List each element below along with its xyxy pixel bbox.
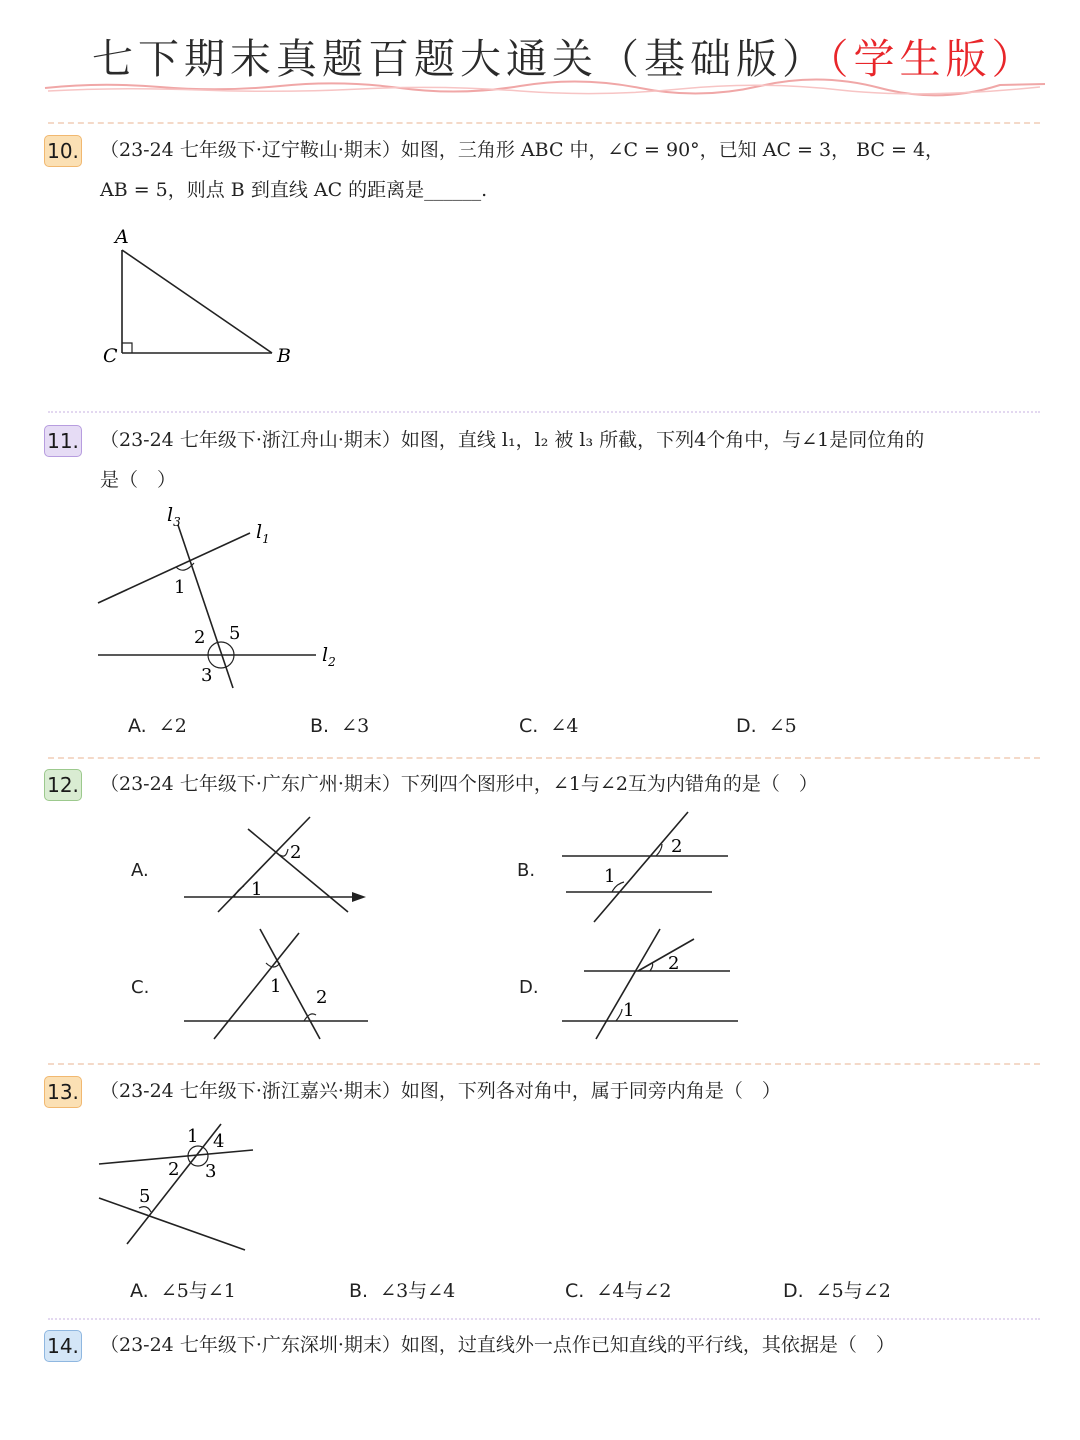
question-text-line2: 是（ ） bbox=[100, 469, 177, 491]
label-angle-2: 2 bbox=[194, 627, 206, 648]
separator bbox=[48, 757, 1040, 759]
separator bbox=[48, 1063, 1040, 1065]
label-l1: $l_1$ bbox=[256, 521, 270, 546]
option-c[interactable]: C. ∠4 bbox=[519, 715, 579, 737]
title-underline-decoration bbox=[40, 78, 1050, 98]
figure-three-lines bbox=[90, 495, 360, 695]
svg-text:1: 1 bbox=[604, 866, 616, 887]
figure-option-c bbox=[180, 925, 380, 1045]
label-b: B bbox=[277, 345, 291, 367]
label-angle-1: 1 bbox=[174, 577, 186, 598]
svg-text:2: 2 bbox=[668, 953, 680, 974]
option-a[interactable]: A. ∠2 bbox=[128, 715, 187, 737]
svg-text:2: 2 bbox=[290, 842, 302, 863]
line-l3 bbox=[178, 525, 233, 688]
label-angle-5: 5 bbox=[229, 623, 241, 644]
svg-text:1: 1 bbox=[623, 1000, 635, 1021]
option-c[interactable]: C. ∠4与∠2 bbox=[565, 1280, 672, 1302]
label-angle-3: 3 bbox=[201, 665, 213, 686]
title-main: 七下期末真题百题大通关（基础版） bbox=[92, 35, 828, 83]
question-text-line1: （23-24 七年级下·辽宁鞍山·期末）如图，三角形 ABC 中，∠C = 90°，已知 AC = 3， BC = 4， bbox=[100, 139, 945, 161]
figure-triangle-abc bbox=[90, 220, 320, 380]
svg-text:5: 5 bbox=[139, 1186, 151, 1207]
question-text-line1: （23-24 七年级下·广东深圳·期末）如图，过直线外一点作已知直线的平行线，其依据是（ ） bbox=[100, 1334, 895, 1356]
question-number-badge: 10. bbox=[44, 135, 82, 167]
label-a: A bbox=[115, 226, 129, 248]
option-b[interactable]: B. ∠3与∠4 bbox=[349, 1280, 456, 1302]
question-text-line1: （23-24 七年级下·浙江舟山·期末）如图，直线 l₁，l₂ 被 l₃ 所截，下列4个角中，与∠1是同位角的 bbox=[100, 429, 925, 451]
separator bbox=[48, 122, 1040, 124]
figure-angle-pairs bbox=[95, 1120, 265, 1260]
option-d-label[interactable]: D. bbox=[519, 977, 539, 998]
svg-text:2: 2 bbox=[671, 836, 683, 857]
figure-option-a bbox=[180, 815, 380, 925]
question-text-line2: AB = 5，则点 B 到直线 AC 的距离是______. bbox=[100, 179, 488, 201]
svg-text:1: 1 bbox=[187, 1126, 199, 1147]
title-version-badge: （学生版） bbox=[828, 35, 1038, 83]
option-d[interactable]: D. ∠5 bbox=[736, 715, 797, 737]
svg-text:1: 1 bbox=[270, 976, 282, 997]
page-title bbox=[92, 26, 1038, 85]
question-text-line1: （23-24 七年级下·浙江嘉兴·期末）如图，下列各对角中，属于同旁内角是（ ） bbox=[100, 1080, 781, 1102]
question-number-badge: 12. bbox=[44, 769, 82, 801]
svg-text:2: 2 bbox=[168, 1159, 180, 1180]
figure-option-b bbox=[560, 810, 740, 930]
option-a[interactable]: A. ∠5与∠1 bbox=[130, 1280, 236, 1302]
question-number-badge: 14. bbox=[44, 1330, 82, 1362]
question-text-line1: （23-24 七年级下·广东广州·期末）下列四个图形中，∠1与∠2互为内错角的是（ ） bbox=[100, 773, 818, 795]
question-number-badge: 13. bbox=[44, 1076, 82, 1108]
svg-text:2: 2 bbox=[316, 987, 328, 1008]
segment-ab bbox=[122, 250, 272, 353]
separator bbox=[48, 1318, 1040, 1320]
option-a-label[interactable]: A. bbox=[131, 860, 149, 881]
option-b-label[interactable]: B. bbox=[517, 860, 536, 881]
option-c-label[interactable]: C. bbox=[131, 977, 150, 998]
label-c: C bbox=[103, 345, 118, 367]
label-l2: $l_2$ bbox=[322, 644, 336, 669]
label-l3: $l_3$ bbox=[167, 504, 181, 529]
arrow-head bbox=[352, 892, 366, 902]
svg-text:4: 4 bbox=[213, 1131, 225, 1152]
right-angle-mark bbox=[122, 343, 132, 353]
figure-option-d bbox=[560, 925, 750, 1045]
question-number-badge: 11. bbox=[44, 425, 82, 457]
option-b[interactable]: B. ∠3 bbox=[310, 715, 370, 737]
svg-text:1: 1 bbox=[251, 879, 263, 900]
header bbox=[0, 0, 1080, 100]
separator bbox=[48, 411, 1040, 413]
svg-text:3: 3 bbox=[205, 1161, 217, 1182]
option-d[interactable]: D. ∠5与∠2 bbox=[783, 1280, 891, 1302]
